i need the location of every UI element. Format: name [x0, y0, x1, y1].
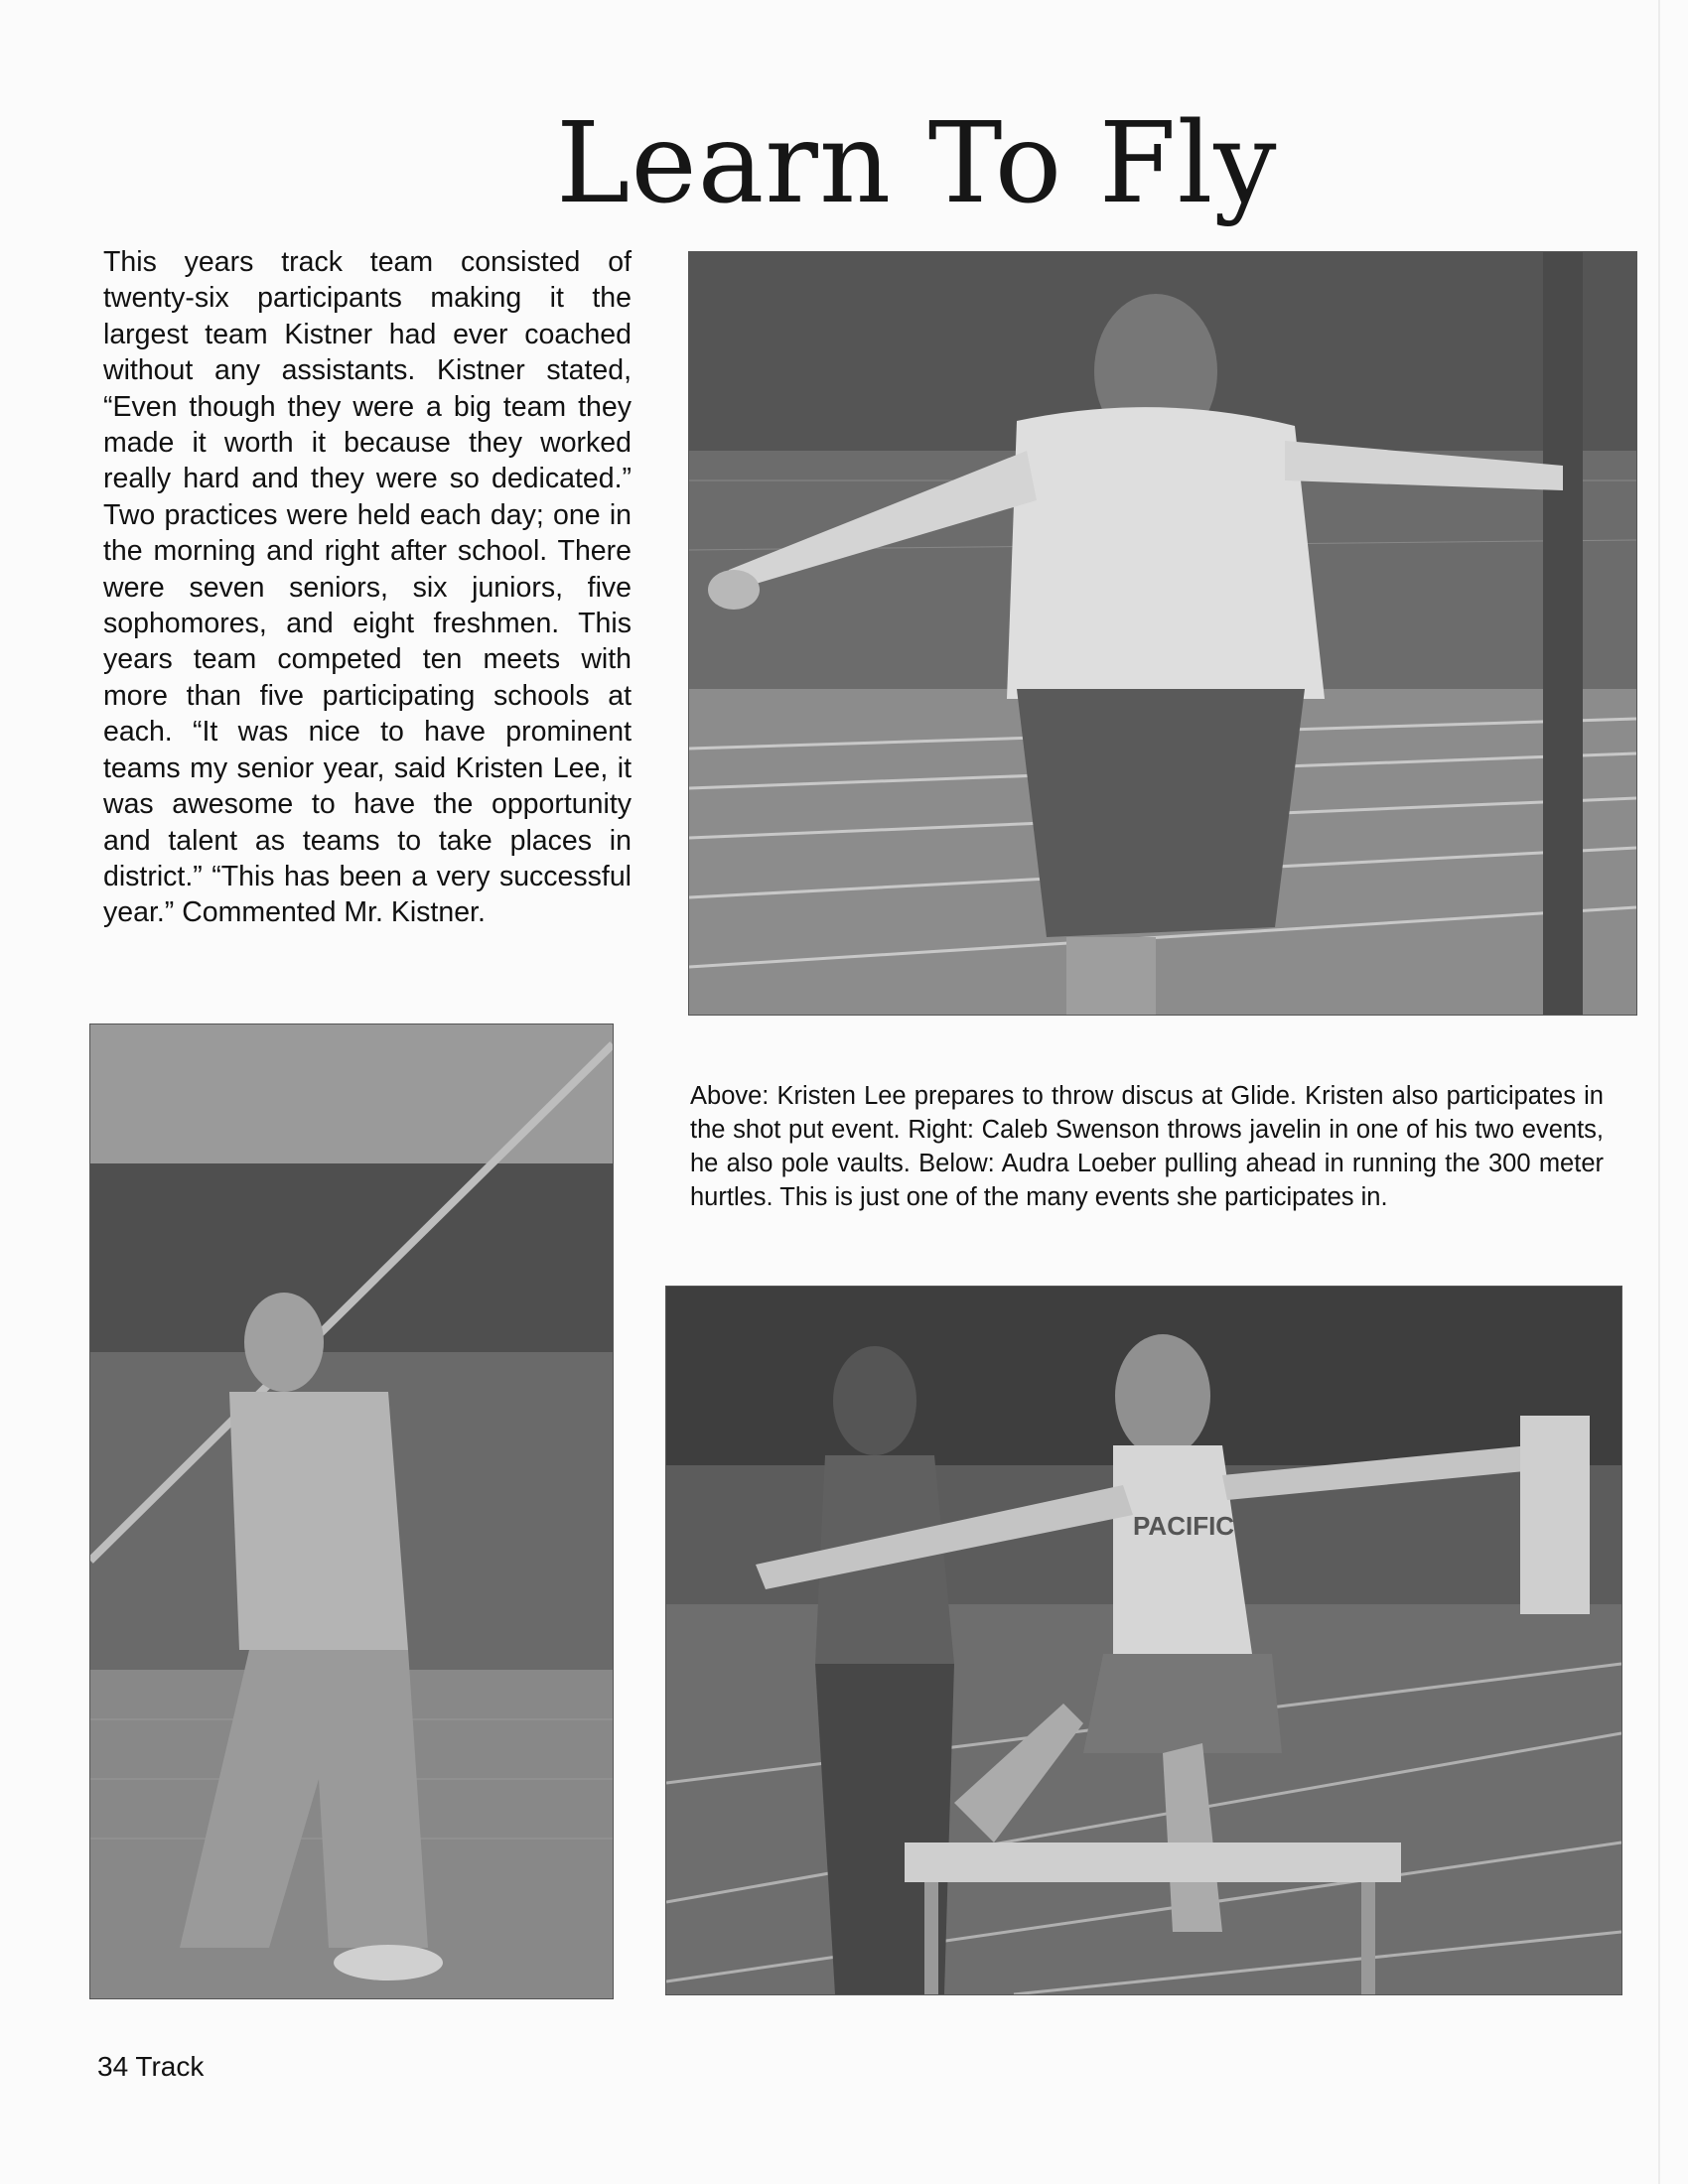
- jersey-text: PACIFIC: [1133, 1511, 1235, 1541]
- page-edge: [1658, 0, 1660, 2184]
- javelin-photo: [89, 1024, 614, 1999]
- page-title: Learn To Fly: [556, 99, 1278, 228]
- photo-caption: Above: Kristen Lee prepares to throw discus at Glide. Kristen also participates in the shot put event. Right: Caleb Swenson throws javelin in one of his two events, he also pole vaults. Below: Audra Loeber pulling ahead in running the 300 meter hurtles. This is just one of the many events she participates in.: [690, 1082, 1604, 1211]
- discus-photo: [688, 251, 1637, 1016]
- hurdles-photo: [665, 1286, 1622, 1995]
- article-body: This years track team consisted of twenty-six participants making it the largest team Kistner had ever coached without any assistants. Kistner stated, “Even though they were a big team they made it worth it because they worked really hard and they were so dedicated.” Two practices were held each day; one in the morning and right after school. There were seven seniors, six juniors, five sophomores, and eight freshmen. This years team competed ten meets with more than five participating schools at each. “It was nice to have prominent teams my senior year, said Kristen Lee, it was awesome to have the opportunity and talent as teams to take places in district.” “This has been a very successful year.” Commented Mr. Kistner.: [103, 246, 632, 929]
- page-folio: 34 Track: [97, 2051, 205, 2082]
